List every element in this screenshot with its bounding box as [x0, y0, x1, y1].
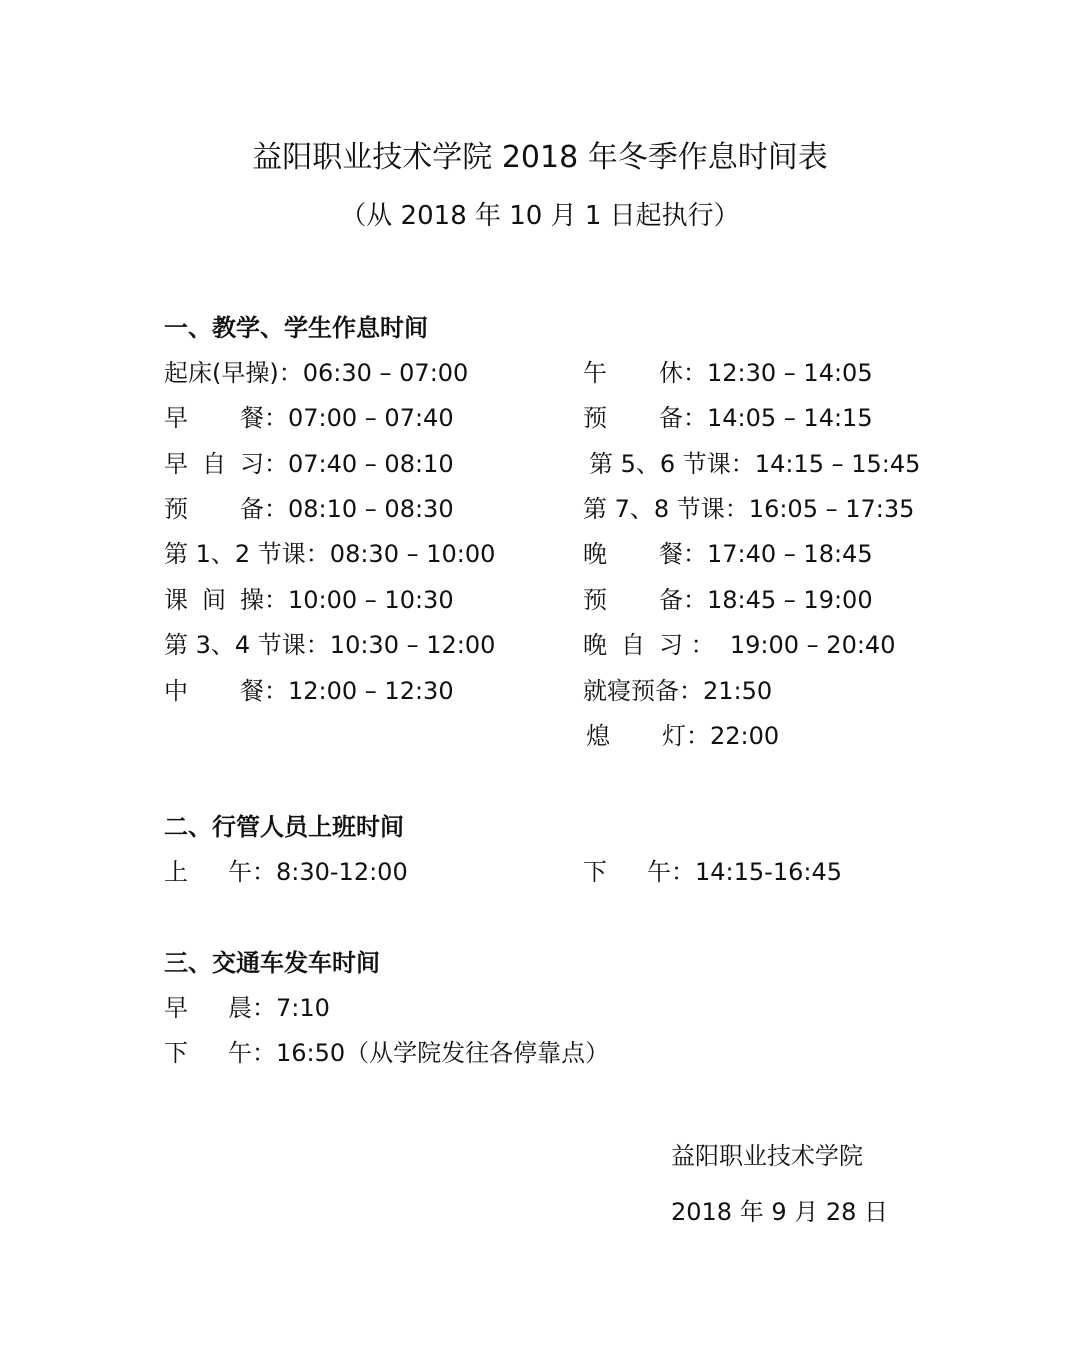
schedule-row-nap: 午 休 ：12:30 – 14:05: [583, 359, 873, 387]
page-title: 益阳职业技术学院 2018 年冬季作息时间表: [252, 140, 828, 175]
schedule-row-class-7-8: 第 7、8 节课：16:05 – 17:35: [583, 495, 915, 523]
schedule-row-prepare-3: 预 备 ：18:45 – 19:00: [583, 586, 873, 614]
shuttle-row-morning: 早 晨 ：7:10: [164, 994, 330, 1022]
section-heading-shuttle: 三、交通车发车时间: [164, 949, 380, 977]
schedule-row-dinner: 晚 餐 ：17:40 – 18:45: [583, 540, 873, 568]
signature-date: 2018 年 9 月 28 日: [671, 1198, 889, 1226]
schedule-row-lights-out: 熄 灯 ：22:00: [586, 722, 780, 750]
schedule-row-evening-study: 晚 自 习 ： 19:00 – 20:40: [583, 631, 896, 659]
schedule-row-prepare-2: 预 备 ：14:05 – 14:15: [583, 404, 873, 432]
schedule-row-lunch: 中 餐 ：12:00 – 12:30: [164, 677, 454, 705]
schedule-row-breakfast: 早 餐 ：07:00 – 07:40: [164, 404, 454, 432]
schedule-row-wakeup: 起床(早操)：06:30 – 07:00: [164, 359, 469, 387]
section-heading-schedule: 一、教学、学生作息时间: [164, 314, 428, 342]
page-subtitle: （从 2018 年 10 月 1 日起执行）: [340, 201, 740, 231]
schedule-row-class-1-2: 第 1、2 节课：08:30 – 10:00: [164, 540, 496, 568]
staff-row-afternoon: 下 午 ：14:15-16:45: [583, 858, 842, 886]
shuttle-row-afternoon: 下 午 ：16:50（从学院发往各停靠点）: [164, 1039, 610, 1067]
signature-org: 益阳职业技术学院: [671, 1142, 863, 1170]
schedule-row-break-exercise: 课 间 操 ：10:00 – 10:30: [164, 586, 454, 614]
schedule-row-prepare-1: 预 备 ：08:10 – 08:30: [164, 495, 454, 523]
schedule-row-bed-prepare: 就寝预备：21:50: [583, 677, 773, 705]
schedule-row-class-5-6: 第 5、6 节课：14:15 – 15:45: [589, 450, 921, 478]
section-heading-staff-hours: 二、行管人员上班时间: [164, 813, 404, 841]
staff-row-morning: 上 午 ：8:30-12:00: [164, 858, 408, 886]
schedule-row-morning-study: 早 自 习 ：07:40 – 08:10: [164, 450, 454, 478]
schedule-row-class-3-4: 第 3、4 节课：10:30 – 12:00: [164, 631, 496, 659]
